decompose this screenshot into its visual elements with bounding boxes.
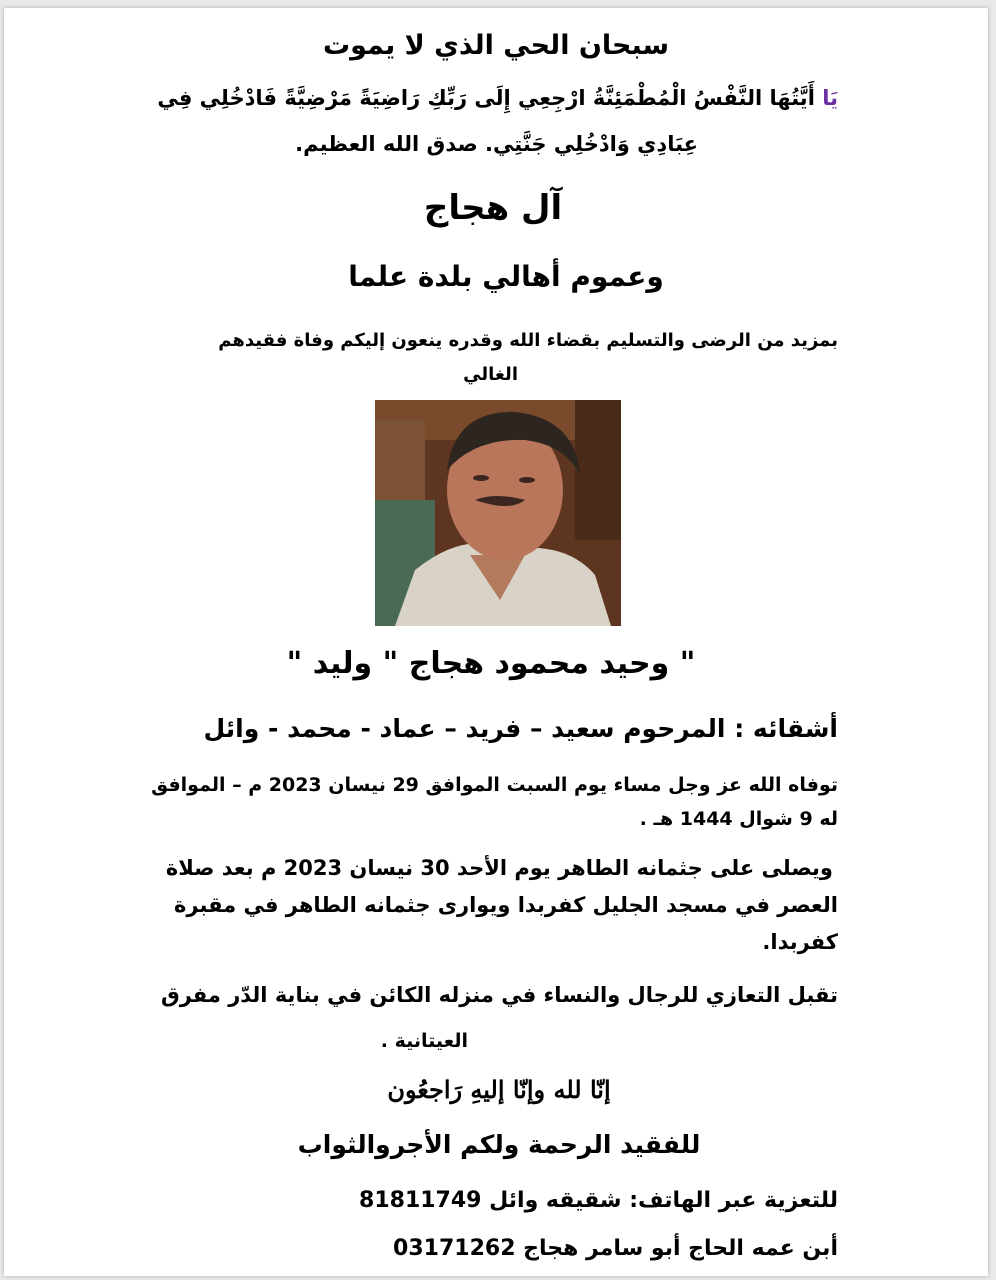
contact-phone-line-2: أبن عمه الحاج أبو سامر هجاج 03171262	[393, 1236, 838, 1261]
portrait-illustration	[375, 400, 621, 626]
quran-closing: إنّا لله وإنّا إليهِ رَاجعُون	[387, 1075, 611, 1104]
page-sheet	[4, 8, 988, 1276]
verse-line-1-text: أَيَّتُهَا النَّفْسُ الْمُطْمَئِنَّةُ ارْجِعِي إِلَى رَبِّكِ رَاضِيَةً مَرْضِيَّةً فَادْخُلِي فِي	[157, 86, 815, 110]
header-title: سبحان الحي الذي لا يموت	[322, 30, 670, 61]
quran-verse-line-1	[157, 86, 838, 111]
family-name: آل هجاج	[423, 188, 563, 228]
death-date-line-2: له 9 شوال 1444 هـ .	[639, 808, 838, 830]
condolence-line-1: تقبل التعازي للرجال والنساء في منزله الكائن في بناية الدّر مفرق	[160, 983, 838, 1007]
funeral-prayer-line-1: ويصلى على جثمانه الطاهر يوم الأحد 30 نيسان 2023 م بعد صلاة	[165, 856, 833, 880]
closing-prayer: للفقيد الرحمة ولكم الأجروالثواب	[297, 1130, 701, 1159]
villagers-line: وعموم أهالي بلدة علما	[348, 260, 664, 293]
obituary-document	[4, 8, 988, 1276]
funeral-prayer-line-2: العصر في مسجد الجليل كفربدا ويوارى جثمانه الطاهر في مقبرة	[174, 893, 838, 917]
verse-prefix: يَا	[822, 86, 838, 110]
death-date-line-1: توفاه الله عز وجل مساء يوم السبت الموافق 29 نيسان 2023 م – الموافق	[151, 774, 838, 796]
deceased-name: " وحيد محمود هجاج " وليد "	[286, 646, 696, 681]
funeral-prayer-line-3: كفربدا.	[762, 930, 838, 954]
siblings-line: أشقائه : المرحوم سعيد – فريد – عماد - محمد - وائل	[203, 714, 838, 743]
quran-verse-line-2: عِبَادِي وَادْخُلِي جَنَّتِي. صدق الله العظيم.	[295, 132, 698, 156]
condolence-line-2: العيتانية .	[380, 1030, 468, 1052]
announcement-line-1: بمزيد من الرضى والتسليم بقضاء الله وقدره ينعون إليكم وفاة فقيدهم	[218, 330, 838, 351]
announcement-line-2: الغالي	[463, 364, 518, 385]
contact-phone-line-1: للتعزية عبر الهاتف: شقيقه وائل 81811749	[359, 1188, 838, 1213]
deceased-photo	[375, 400, 621, 626]
